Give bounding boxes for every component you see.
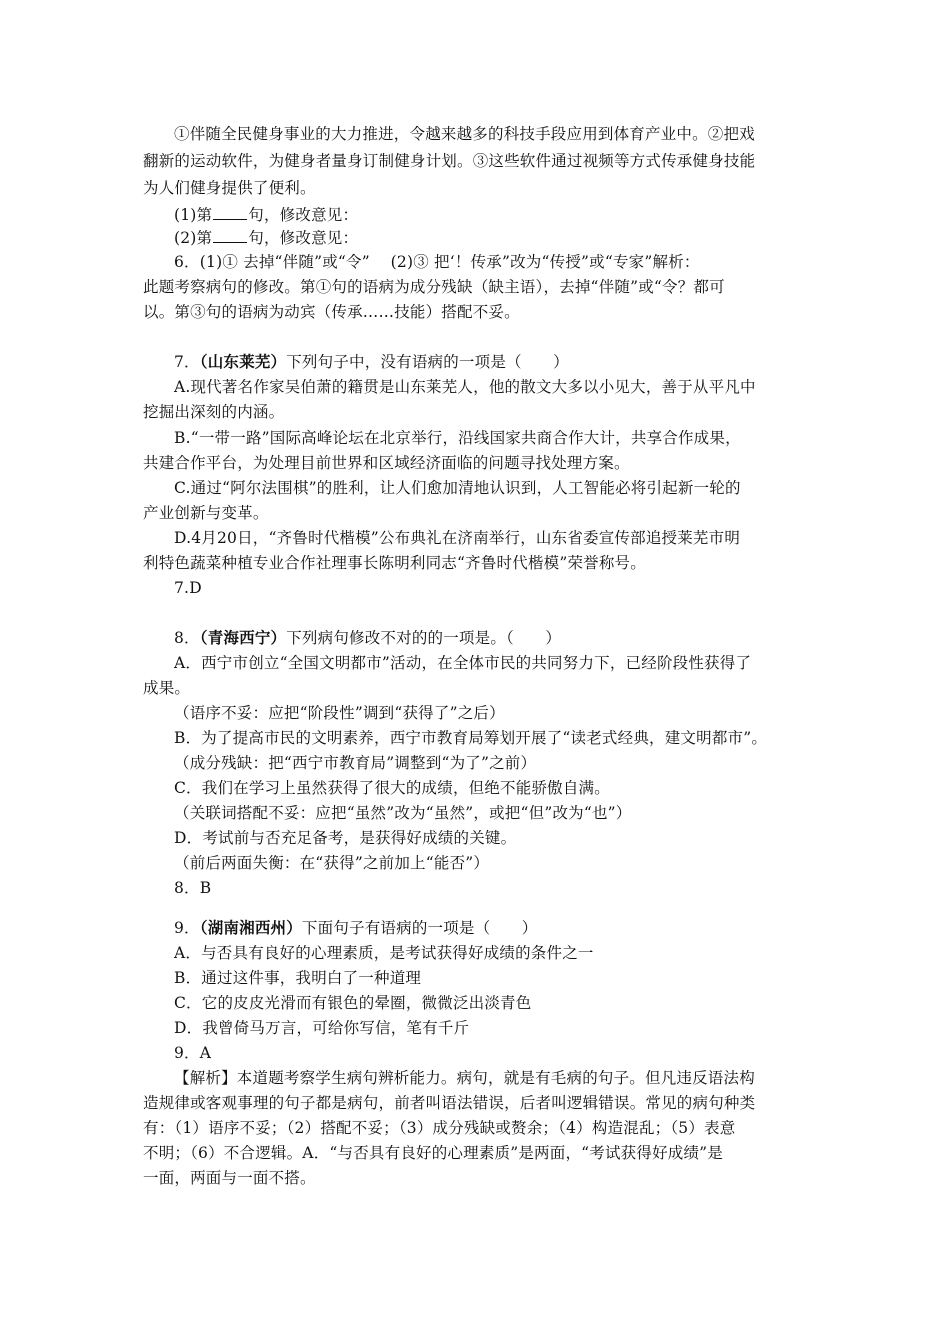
q7-option-c-line-1: C.通过“阿尔法围棋”的胜利，让人们愈加清地认识到，人工智能必将引起新一轮的 xyxy=(174,479,741,497)
q6-passage-line-3: 为人们健身提供了便利。 xyxy=(143,179,316,197)
q8-answer: 8．B xyxy=(174,879,212,897)
q9-question: 下面句子有语病的一项是（ ） xyxy=(301,919,538,937)
q7-option-d-line-1: D.4月20日，“齐鲁时代楷模”公布典礼在济南举行，山东省委宣传部追授莱芜市明 xyxy=(174,529,741,547)
q7-source-tag: （山东莱芜） xyxy=(199,352,287,371)
q6-blank-line-2 xyxy=(174,228,358,248)
q8-option-a-note: （语序不妥：应把“阶段性”调到“获得了”之后） xyxy=(174,704,505,722)
q8-option-a-line-2: 成果。 xyxy=(143,679,191,697)
q7-number: 7． xyxy=(174,353,200,371)
q8-question: 下列病句修改不对的的一项是。（ ） xyxy=(286,629,562,647)
q8-option-c-note: （关联词搭配不妥：应把“虽然”改为“虽然”，或把“但”改为“也”） xyxy=(174,804,632,822)
q7-option-d-line-2: 利特色蔬菜种植专业合作社理事长陈明利同志“齐鲁时代楷模”荣誉称号。 xyxy=(143,554,646,572)
q6-blank1-prefix: (1)第 xyxy=(174,206,213,224)
q9-option-c: C．它的皮皮光滑而有银色的晕圈，微微泛出淡青色 xyxy=(174,994,532,1012)
q8-source-tag: （青海西宁） xyxy=(199,628,287,647)
q7-option-b-line-1: B.“一带一路”国际高峰论坛在北京举行，沿线国家共商合作大计，共享合作成果， xyxy=(174,429,741,447)
q9-option-b: B．通过这件事，我明白了一种道理 xyxy=(174,969,422,987)
q6-passage-line-1: ①伴随全民健身事业的大力推进，令越来越多的科技手段应用到体育产业中。②把戏 xyxy=(174,125,755,143)
q9-analysis-line-2: 造规律或客观事理的句子都是病句，前者叫语法错误，后者叫逻辑错误。常见的病句种类 xyxy=(143,1094,756,1112)
q8-number: 8． xyxy=(174,629,200,647)
q9-analysis-line-1: 【解析】本道题考察学生病句辨析能力。病句，就是有毛病的句子。但凡违反语法构 xyxy=(174,1069,755,1087)
q6-blank-line-1 xyxy=(174,205,358,225)
q6-answer-line-1: 6．(1)① 去掉“伴随”或“令” (2)③ 把‘！传承”改为“传授”或“专家”解析： xyxy=(174,253,700,271)
q8-option-d-note: （前后两面失衡：在“获得”之前加上“能否”） xyxy=(174,854,490,872)
q7-option-a-line-1: A.现代著名作家吴伯萧的籍贯是山东莱芜人，他的散文大多以小见大，善于从平凡中 xyxy=(174,378,756,396)
q7-option-c-line-2: 产业创新与变革。 xyxy=(143,504,269,522)
q9-analysis-line-3: 有：（1）语序不妥；（2）搭配不妥；（3）成分残缺或赘余；（4）构造混乱；（5）表意 xyxy=(143,1119,736,1137)
q8-option-d: D．考试前与否充足备考，是获得好成绩的关键。 xyxy=(174,829,517,847)
q7-stem xyxy=(174,352,569,372)
q7-question: 下列句子中，没有语病的一项是（ ） xyxy=(286,353,569,371)
q7-option-a-line-2: 挖掘出深刻的内涵。 xyxy=(143,403,285,421)
q9-option-d: D．我曾倚马万言，可给你写信，笔有千斤 xyxy=(174,1019,470,1037)
q6-blank2-prefix: (2)第 xyxy=(174,229,213,247)
q6-passage-line-2: 翻新的运动软件，为健身者量身订制健身计划。③这些软件通过视频等方式传承健身技能 xyxy=(143,152,756,170)
q6-blank2-suffix: 句，修改意见： xyxy=(248,229,359,247)
q9-option-a: A．与否具有良好的心理素质，是考试获得好成绩的条件之一 xyxy=(174,944,594,962)
q7-answer: 7.D xyxy=(174,579,202,597)
q6-blank1-suffix: 句，修改意见： xyxy=(248,206,359,224)
fill-in-blank xyxy=(213,205,247,220)
q9-analysis-line-4: 不明；（6）不合逻辑。A．“与否具有良好的心理素质”是两面，“考试获得好成绩”是 xyxy=(143,1144,724,1162)
q8-stem xyxy=(174,628,561,648)
q8-option-b: B．为了提高市民的文明素养，西宁市教育局筹划开展了“读老式经典，建文明都市”。 xyxy=(174,729,768,747)
q8-option-c: C．我们在学习上虽然获得了很大的成绩，但绝不能骄傲自满。 xyxy=(174,779,610,797)
q9-analysis-line-5: 一面，两面与一面不搭。 xyxy=(143,1169,316,1187)
q6-answer-line-2: 此题考察病句的修改。第①句的语病为成分残缺（缺主语），去掉“伴随”或“令？都可 xyxy=(143,278,725,296)
q9-answer: 9．A xyxy=(174,1044,212,1062)
q9-source-tag: （湖南湘西州） xyxy=(199,918,302,937)
q8-option-a-line-1: A．西宁市创立“全国文明都市”活动，在全体市民的共同努力下，已经阶段性获得了 xyxy=(174,654,752,672)
fill-in-blank xyxy=(213,228,247,243)
q9-number: 9． xyxy=(174,919,200,937)
q9-stem xyxy=(174,918,537,938)
q7-option-b-line-2: 共建合作平台，为处理目前世界和区域经济面临的问题寻找处理方案。 xyxy=(143,454,630,472)
q8-option-b-note: （成分残缺：把“西宁市教育局”调整到“为了”之前） xyxy=(174,754,537,772)
q6-answer-line-3: 以。第③句的语病为动宾（传承……技能）搭配不妥。 xyxy=(143,303,520,321)
